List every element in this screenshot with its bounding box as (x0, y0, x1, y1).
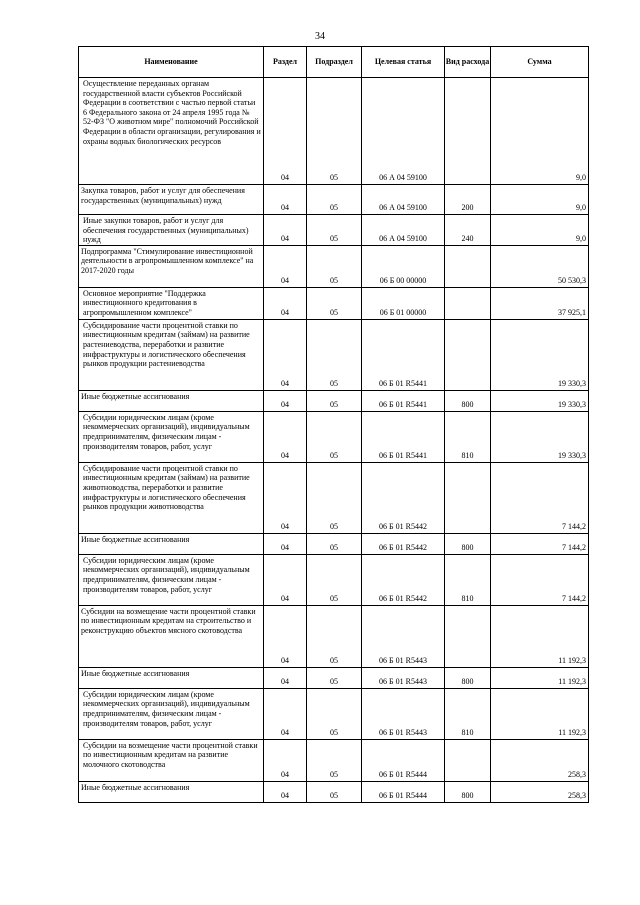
row-subsection: 05 (307, 287, 362, 319)
row-name: Основное мероприятие "Поддержка инвестиционного кредитования в агропромышленном комплексе" (79, 287, 264, 319)
row-expense-type: 800 (445, 390, 491, 411)
row-amount: 11 192,3 (491, 605, 589, 667)
row-expense-type: 240 (445, 215, 491, 246)
row-subsection: 05 (307, 667, 362, 688)
budget-table (78, 46, 589, 803)
row-section: 04 (264, 319, 307, 390)
row-amount: 9,0 (491, 185, 589, 215)
row-amount: 19 330,3 (491, 319, 589, 390)
row-section: 04 (264, 78, 307, 185)
row-expense-type (445, 462, 491, 533)
row-name: Субсидии юридическим лицам (кроме некоммерческих организаций), индивидуальным предпринимателям, физическим лицам - производителям товаров, работ, услуг (79, 554, 264, 605)
row-name: Иные бюджетные ассигнования (79, 533, 264, 554)
table-row (79, 462, 589, 533)
row-target: 06 А 04 59100 (362, 185, 445, 215)
row-section: 04 (264, 215, 307, 246)
row-amount: 50 530,3 (491, 245, 589, 287)
header-target: Целевая статья (362, 47, 445, 78)
header-name: Наименование (79, 47, 264, 78)
row-target: 06 Б 01 R5441 (362, 390, 445, 411)
row-subsection: 05 (307, 245, 362, 287)
row-subsection: 05 (307, 411, 362, 462)
row-section: 04 (264, 781, 307, 802)
row-section: 04 (264, 462, 307, 533)
row-subsection: 05 (307, 781, 362, 802)
row-amount: 19 330,3 (491, 390, 589, 411)
header-amount: Сумма (491, 47, 589, 78)
row-subsection: 05 (307, 462, 362, 533)
row-amount: 258,3 (491, 781, 589, 802)
table-row (79, 287, 589, 319)
row-section: 04 (264, 605, 307, 667)
row-expense-type (445, 739, 491, 781)
row-target: 06 Б 01 R5443 (362, 667, 445, 688)
table-body (79, 78, 589, 803)
row-section: 04 (264, 287, 307, 319)
row-subsection: 05 (307, 390, 362, 411)
row-subsection: 05 (307, 739, 362, 781)
row-amount: 11 192,3 (491, 688, 589, 739)
row-subsection: 05 (307, 185, 362, 215)
table-header-row (79, 47, 589, 78)
row-name: Иные бюджетные ассигнования (79, 390, 264, 411)
table-row (79, 667, 589, 688)
row-section: 04 (264, 688, 307, 739)
header-expense-type: Вид расхода (445, 47, 491, 78)
row-name: Закупка товаров, работ и услуг для обеспечения государственных (муниципальных) нужд (79, 185, 264, 215)
row-subsection: 05 (307, 533, 362, 554)
row-name: Субсидирование части процентной ставки по инвестиционным кредитам (займам) на развитие растениеводства, переработки и развитие инфраструктуры и логистического обеспечения рынков продукции растениеводства (79, 319, 264, 390)
row-section: 04 (264, 554, 307, 605)
table-row (79, 554, 589, 605)
table-row (79, 185, 589, 215)
row-expense-type (445, 319, 491, 390)
row-target: 06 Б 01 R5441 (362, 319, 445, 390)
row-expense-type: 200 (445, 185, 491, 215)
row-name: Субсидии на возмещение части процентной ставки по инвестиционным кредитам на развитие молочного скотоводства (79, 739, 264, 781)
row-expense-type (445, 287, 491, 319)
row-amount: 37 925,1 (491, 287, 589, 319)
row-subsection: 05 (307, 605, 362, 667)
row-section: 04 (264, 185, 307, 215)
row-subsection: 05 (307, 554, 362, 605)
row-section: 04 (264, 739, 307, 781)
table-row (79, 605, 589, 667)
table-row (79, 245, 589, 287)
row-name: Иные бюджетные ассигнования (79, 781, 264, 802)
table-row (79, 739, 589, 781)
row-expense-type (445, 245, 491, 287)
table-row (79, 781, 589, 802)
row-amount: 9,0 (491, 215, 589, 246)
row-name: Субсидии юридическим лицам (кроме некоммерческих организаций), индивидуальным предпринимателям, физическим лицам - производителям товаров, работ, услуг (79, 411, 264, 462)
row-section: 04 (264, 533, 307, 554)
row-name: Осуществление переданных органам государственной власти субъектов Российской Федерации в соответствии с частью первой статьи 6 Федерального закона от 24 апреля 1995 года № 52-ФЗ "О животном мире" полномочий Российской Федерации в области организации, регулирования и охраны водных биологических ресурсов (79, 78, 264, 185)
header-section: Раздел (264, 47, 307, 78)
row-target: 06 Б 00 00000 (362, 245, 445, 287)
table-row (79, 688, 589, 739)
page-number: 34 (315, 31, 325, 42)
row-subsection: 05 (307, 688, 362, 739)
row-amount: 9,0 (491, 78, 589, 185)
row-amount: 7 144,2 (491, 533, 589, 554)
row-expense-type: 810 (445, 554, 491, 605)
row-amount: 7 144,2 (491, 462, 589, 533)
row-expense-type: 810 (445, 688, 491, 739)
row-target: 06 Б 01 R5444 (362, 739, 445, 781)
row-name: Иные закупки товаров, работ и услуг для обеспечения государственных (муниципальных) нужд (79, 215, 264, 246)
row-subsection: 05 (307, 215, 362, 246)
row-amount: 19 330,3 (491, 411, 589, 462)
row-amount: 11 192,3 (491, 667, 589, 688)
row-amount: 7 144,2 (491, 554, 589, 605)
row-target: 06 Б 01 00000 (362, 287, 445, 319)
row-expense-type (445, 605, 491, 667)
row-name: Подпрограмма "Стимулирование инвестиционной деятельности в агропромышленном комплексе" на 2017-2020 годы (79, 245, 264, 287)
table-row (79, 78, 589, 185)
row-target: 06 Б 01 R5443 (362, 605, 445, 667)
row-expense-type: 810 (445, 411, 491, 462)
row-name: Иные бюджетные ассигнования (79, 667, 264, 688)
row-subsection: 05 (307, 78, 362, 185)
row-name: Субсидии юридическим лицам (кроме некоммерческих организаций), индивидуальным предпринимателям, физическим лицам - производителям товаров, работ, услуг (79, 688, 264, 739)
row-target: 06 Б 01 R5442 (362, 462, 445, 533)
row-section: 04 (264, 411, 307, 462)
row-target: 06 Б 01 R5444 (362, 781, 445, 802)
row-name: Субсидии на возмещение части процентной ставки по инвестиционным кредитам на строительство и реконструкцию объектов мясного скотоводства (79, 605, 264, 667)
row-target: 06 Б 01 R5442 (362, 554, 445, 605)
row-expense-type: 800 (445, 533, 491, 554)
row-section: 04 (264, 245, 307, 287)
table-row (79, 215, 589, 246)
row-section: 04 (264, 390, 307, 411)
row-subsection: 05 (307, 319, 362, 390)
row-target: 06 Б 01 R5442 (362, 533, 445, 554)
table-row (79, 533, 589, 554)
row-target: 06 Б 01 R5443 (362, 688, 445, 739)
table-row (79, 319, 589, 390)
row-target: 06 А 04 59100 (362, 78, 445, 185)
row-name: Субсидирование части процентной ставки по инвестиционным кредитам (займам) на развитие животноводства, переработки и развитие инфраструктуры и логистического обеспечения рынков продукции животноводства (79, 462, 264, 533)
row-amount: 258,3 (491, 739, 589, 781)
row-target: 06 А 04 59100 (362, 215, 445, 246)
row-expense-type: 800 (445, 667, 491, 688)
row-expense-type (445, 78, 491, 185)
row-expense-type: 800 (445, 781, 491, 802)
table-row (79, 411, 589, 462)
row-section: 04 (264, 667, 307, 688)
row-target: 06 Б 01 R5441 (362, 411, 445, 462)
table-row (79, 390, 589, 411)
header-subsection: Подраздел (307, 47, 362, 78)
